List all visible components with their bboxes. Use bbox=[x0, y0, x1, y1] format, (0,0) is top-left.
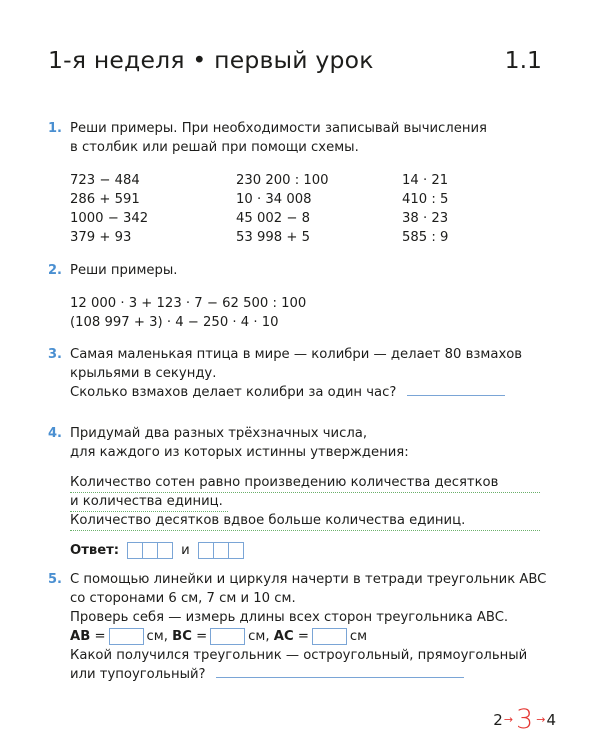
equals-sign: = bbox=[94, 629, 106, 644]
statement-text: Количество сотен равно произведению количества десятков bbox=[70, 474, 540, 493]
examples-grid bbox=[70, 171, 540, 247]
prev-page[interactable]: 2 bbox=[493, 710, 503, 729]
answer-line[interactable] bbox=[407, 385, 505, 396]
unit: см, bbox=[146, 629, 168, 644]
task-number: 3. bbox=[48, 347, 62, 362]
task-number: 1. bbox=[48, 121, 62, 136]
answer-row bbox=[70, 541, 540, 560]
equals-sign: = bbox=[196, 629, 208, 644]
example: 38 · 23 bbox=[402, 211, 449, 226]
example: 379 + 93 bbox=[70, 230, 132, 245]
task-text: крыльями в секунду. bbox=[70, 366, 217, 381]
example: 45 002 − 8 bbox=[236, 211, 310, 226]
side-ac-box[interactable] bbox=[312, 628, 347, 645]
answer-line[interactable] bbox=[216, 667, 464, 678]
measure-row bbox=[70, 627, 540, 646]
answer-cells-1[interactable] bbox=[127, 542, 173, 559]
task-text: со сторонами 6 см, 7 см и 10 см. bbox=[70, 591, 296, 606]
task-number: 2. bbox=[48, 263, 62, 278]
task-text: или тупоугольный? bbox=[70, 667, 206, 682]
example: 585 : 9 bbox=[402, 230, 449, 245]
task-text: Проверь себя — измерь длины всех сторон треугольника ABC. bbox=[70, 610, 509, 625]
statement-text: Количество десятков вдвое больше количества единиц. bbox=[70, 512, 540, 531]
side-label: BC bbox=[172, 629, 192, 644]
side-label: AC bbox=[273, 629, 294, 644]
task-text: Реши примеры. При необходимости записывай вычисления bbox=[70, 121, 487, 136]
statements bbox=[70, 474, 540, 531]
task-text: Придумай два разных трёхзначных числа, bbox=[70, 426, 368, 441]
page-header bbox=[48, 44, 542, 80]
example: (108 997 + 3) · 4 − 250 · 4 · 10 bbox=[70, 315, 279, 330]
next-page[interactable]: 4 bbox=[546, 710, 556, 729]
example: 12 000 · 3 + 123 · 7 − 62 500 : 100 bbox=[70, 296, 307, 311]
task-number: 5. bbox=[48, 572, 62, 587]
task-text: Какой получился треугольник — остроугольный, прямоугольный bbox=[70, 648, 528, 663]
arrow-right-icon: → bbox=[536, 713, 546, 726]
side-label: AB bbox=[70, 629, 91, 644]
lesson-number: 1.1 bbox=[504, 46, 542, 74]
task-text: в столбик или решай при помощи схемы. bbox=[70, 140, 359, 155]
example: 10 · 34 008 bbox=[236, 192, 312, 207]
task-number: 4. bbox=[48, 426, 62, 441]
page-navigation bbox=[493, 704, 556, 735]
unit: см, bbox=[248, 629, 270, 644]
equals-sign: = bbox=[297, 629, 309, 644]
task-text: для каждого из которых истинны утверждения: bbox=[70, 445, 409, 460]
side-ab-box[interactable] bbox=[109, 628, 144, 645]
example: 723 − 484 bbox=[70, 173, 140, 188]
example: 286 + 591 bbox=[70, 192, 140, 207]
unit: см bbox=[349, 629, 368, 644]
task-text: Сколько взмахов делает колибри за один час? bbox=[70, 385, 397, 400]
current-page: 3 bbox=[516, 704, 534, 735]
task-text: С помощью линейки и циркуля начерти в тетради треугольник ABC bbox=[70, 572, 547, 587]
conjunction: и bbox=[181, 543, 190, 558]
example: 1000 − 342 bbox=[70, 211, 149, 226]
example: 14 · 21 bbox=[402, 173, 449, 188]
answer-label: Ответ: bbox=[70, 543, 120, 558]
example: 230 200 : 100 bbox=[236, 173, 329, 188]
example: 410 : 5 bbox=[402, 192, 449, 207]
page-title: 1-я неделя • первый урок bbox=[48, 46, 374, 74]
answer-cells-2[interactable] bbox=[198, 542, 244, 559]
arrow-right-icon: → bbox=[503, 713, 514, 726]
example: 53 998 + 5 bbox=[236, 230, 310, 245]
side-bc-box[interactable] bbox=[210, 628, 245, 645]
task-text: Реши примеры. bbox=[70, 263, 178, 278]
task-text: Самая маленькая птица в мире — колибри — делает 80 взмахов bbox=[70, 347, 523, 362]
statement-text: и количества единиц. bbox=[70, 493, 228, 512]
